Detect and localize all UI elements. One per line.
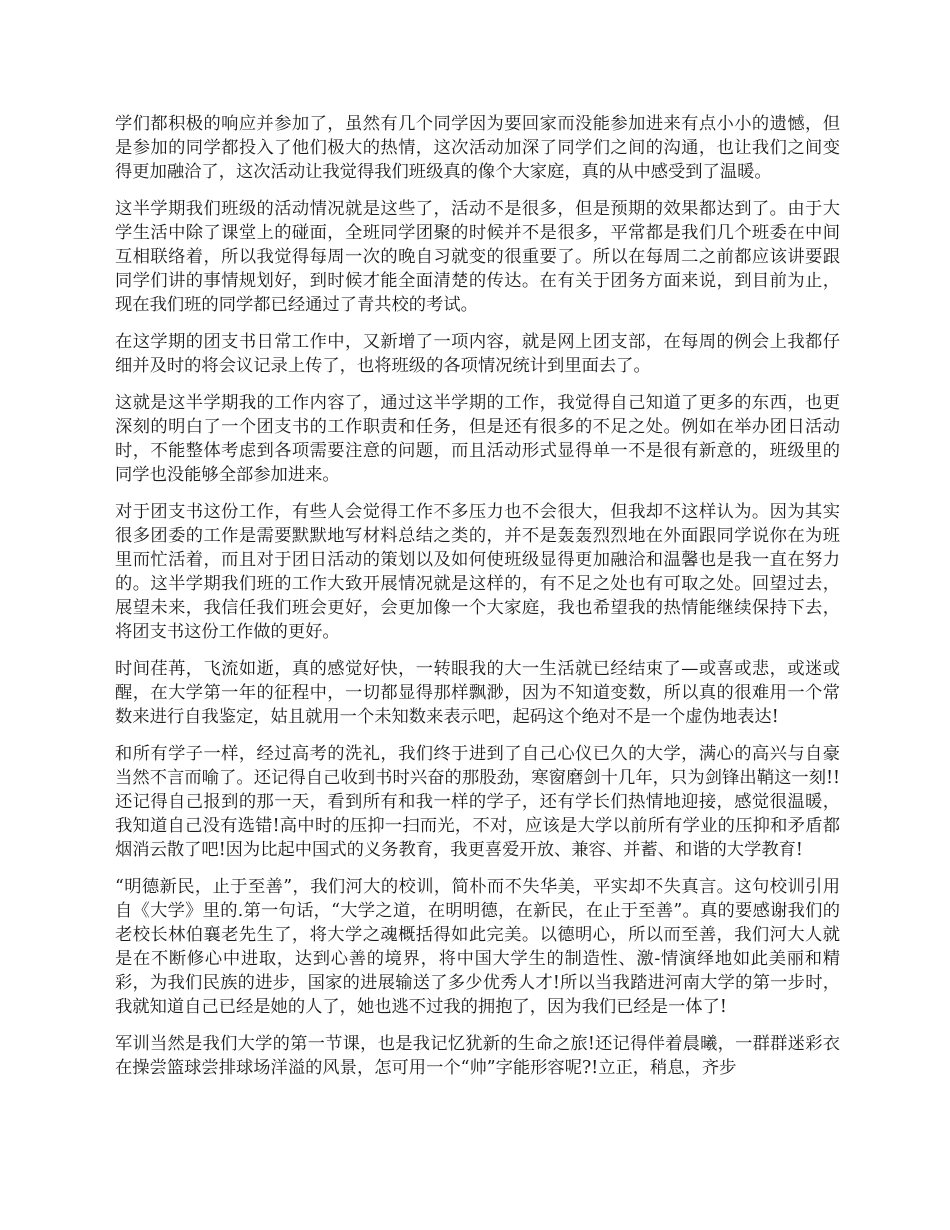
paragraph: 学们都积极的响应并参加了，虽然有几个同学因为要回家而没能参加进来有点小小的遗憾，但是参加的同学都投入了他们极大的热情，这次活动加深了同学们之间的沟通，也让我们之间变得更加融洽了，这次活动让我觉得我们班级真的像个大家庭，真的从中感受到了温暖。 <box>115 114 840 182</box>
paragraph: 时间荏苒，飞流如逝，真的感觉好快，一转眼我的大一生活就已经结束了—或喜或悲，或迷或醒，在大学第一年的征程中，一切都显得那样飘渺，因为不知道变数，所以真的很难用一个常数来进行自我鉴定，姑且就用一个未知数来表示吧，起码这个绝对不是一个虚伪地表达! <box>115 659 840 727</box>
document-body <box>115 112 840 1093</box>
paragraph: “明德新民，止于至善”，我们河大的校训，简朴而不失华美，平实却不失真言。这句校训引用自《大学》里的.第一句话，“大学之道，在明明德，在新民，在止于至善”。真的要感谢我们的老校长林伯襄老先生了，将大学之魂概括得如此完美。以德明心，所以而至善，我们河大人就是在不断修心中进取，达到心善的境界，将中国大学生的制造性、激-情演绎地如此美丽和精彩，为我们民族的进步，国家的进展输送了多少优秀人才!所以当我踏进河南大学的第一步时，我就知道自己已经是她的人了，她也逃不过我的拥抱了，因为我们已经是一体了! <box>115 877 840 1017</box>
paragraph: 这就是这半学期我的工作内容了，通过这半学期的工作，我觉得自己知道了更多的东西，也更深刻的明白了一个团支书的工作职责和任务，但是还有很多的不足之处。例如在举办团日活动时，不能整体考虑到各项需要注意的问题，而且活动形式显得单一不是很有新意的，班级里的同学也没能够全部参加进来。 <box>115 393 840 485</box>
paragraph: 在这学期的团支书日常工作中，又新增了一项内容，就是网上团支部，在每周的例会上我都仔细并及时的将会议记录上传了，也将班级的各项情况统计到里面去了。 <box>115 332 840 376</box>
paragraph: 和所有学子一样，经过高考的洗礼，我们终于进到了自己心仪已久的大学，满心的高兴与自豪当然不言而喻了。还记得自己收到书时兴奋的那股劲，寒窗磨剑十几年，只为剑锋出鞘这一刻!!还记得自己报到的那一天，看到所有和我一样的学子，还有学长们热情地迎接，感觉很温暖，我知道自己没有选错!高中时的压抑一扫而光，不对，应该是大学以前所有学业的压抑和矛盾都烟消云散了吧!因为比起中国式的义务教育，我更喜爱开放、兼容、并蓄、和谐的大学教育! <box>115 744 840 860</box>
paragraph: 这半学期我们班级的活动情况就是这些了，活动不是很多，但是预期的效果都达到了。由于大学生活中除了课堂上的碰面，全班同学团聚的时候并不是很多，平常都是我们几个班委在中间互相联络着，所以我觉得每周一次的晚自习就变的很重要了。所以在每周二之前都应该讲要跟同学们讲的事情规划好，到时候才能全面清楚的传达。在有关于团务方面来说，到目前为止，现在我们班的同学都已经通过了青共校的考试。 <box>115 199 840 315</box>
paragraph: 军训当然是我们大学的第一节课，也是我记忆犹新的生命之旅!还记得伴着晨曦，一群群迷彩衣在操尝篮球尝排球场洋溢的风景，怎可用一个“帅”字能形容呢?!立正，稍息，齐步 <box>115 1034 840 1078</box>
paragraph: 对于团支书这份工作，有些人会觉得工作不多压力也不会很大，但我却不这样认为。因为其实很多团委的工作是需要默默地写材料总结之类的，并不是轰轰烈烈地在外面跟同学说你在为班里而忙活着，而且对于团日活动的策划以及如何使班级显得更加融洽和温馨也是我一直在努力的。这半学期我们班的工作大致开展情况就是这样的，有不足之处也有可取之处。回望过去，展望未来，我信任我们班会更好，会更加像一个大家庭，我也希望我的热情能继续保持下去，将团支书这份工作做的更好。 <box>115 502 840 642</box>
